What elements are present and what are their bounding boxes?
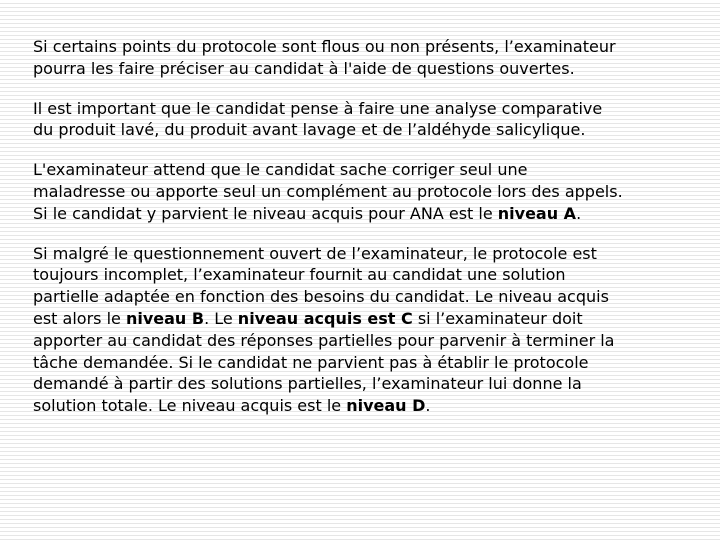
text-line: pourra les faire préciser au candidat à l'aide de questions ouvertes. xyxy=(33,58,575,78)
text-line: Si malgré le questionnement ouvert de l’examinateur, le protocole est xyxy=(33,243,597,263)
level-d-emphasis: niveau D xyxy=(346,396,426,416)
text-line: tâche demandée. Si le candidat ne parvient pas à établir le protocole xyxy=(33,352,589,372)
text-line: partielle adaptée en fonction des besoins du candidat. Le niveau acquis xyxy=(33,287,609,307)
text-line: du produit lavé, du produit avant lavage et de l’aldéhyde salicylique. xyxy=(33,120,586,140)
text-line: apporter au candidat des réponses partielles pour parvenir à terminer la xyxy=(33,330,615,350)
text-line xyxy=(33,395,708,417)
text-segment: . xyxy=(576,203,582,223)
text-segment: . Le xyxy=(204,308,238,328)
text-line xyxy=(33,308,708,330)
text-segment: . xyxy=(425,396,431,416)
paragraph-3 xyxy=(33,159,708,224)
text-line: L'examinateur attend que le candidat sache corriger seul une xyxy=(33,160,528,180)
text-line: Il est important que le candidat pense à faire une analyse comparative xyxy=(33,98,603,118)
level-b-emphasis: niveau B xyxy=(125,308,205,328)
text-segment: Si le candidat y parvient le niveau acquis pour ANA est le xyxy=(33,203,498,223)
text-segment: est alors le xyxy=(33,308,126,328)
paragraph-2 xyxy=(33,98,708,142)
text-segment: solution totale. Le niveau acquis est le xyxy=(33,396,347,416)
level-c-emphasis: niveau acquis est C xyxy=(237,308,413,328)
paragraph-4 xyxy=(33,243,708,417)
text-line: Si certains points du protocole sont flous ou non présents, l’examinateur xyxy=(33,37,616,56)
document-page xyxy=(33,36,708,435)
text-segment: si l’examinateur doit xyxy=(412,308,583,328)
text-line: toujours incomplet, l’examinateur fournit au candidat une solution xyxy=(33,265,566,285)
text-line: maladresse ou apporte seul un complément au protocole lors des appels. xyxy=(33,181,623,201)
text-line: demandé à partir des solutions partielles, l’examinateur lui donne la xyxy=(33,374,582,394)
level-a-emphasis: niveau A xyxy=(497,203,577,223)
paragraph-1 xyxy=(33,36,708,80)
text-line xyxy=(33,203,708,225)
